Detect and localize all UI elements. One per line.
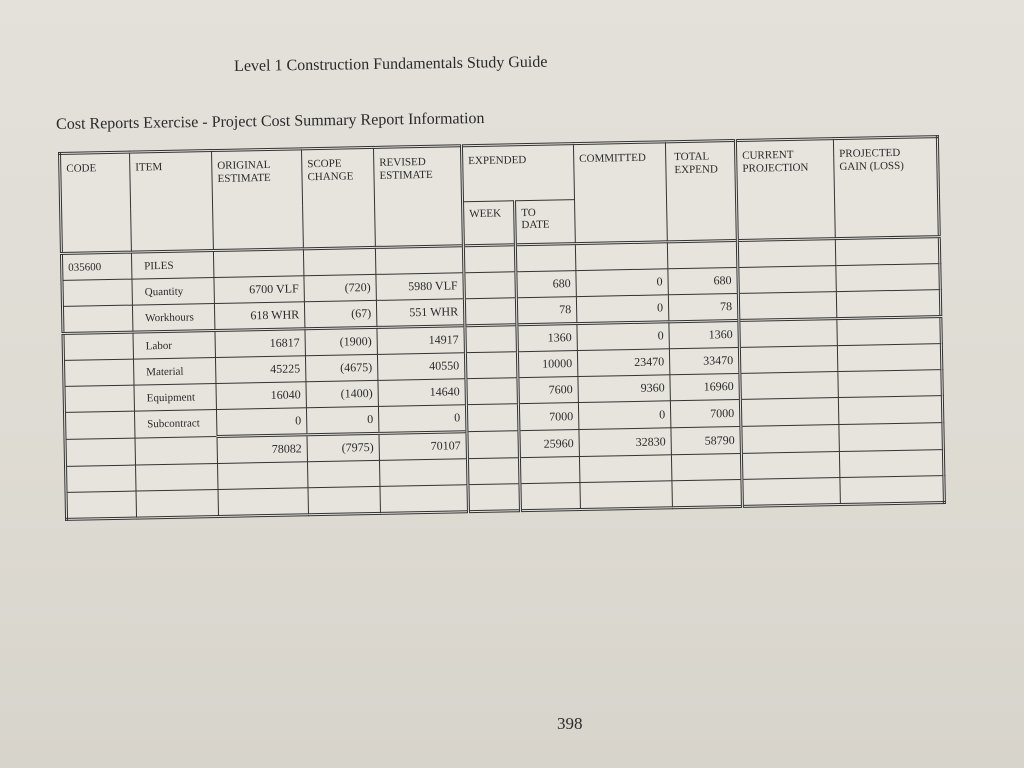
table-cell	[213, 249, 304, 278]
table-cell	[463, 245, 516, 273]
table-cell	[738, 292, 837, 321]
table-cell	[667, 240, 738, 268]
table-cell	[63, 332, 134, 360]
cost-summary-report	[58, 135, 946, 521]
table-cell	[303, 247, 376, 275]
row-to-date: 7600	[518, 377, 578, 404]
row-item: Subcontract	[134, 410, 217, 439]
col-header-code: CODE	[60, 152, 132, 253]
row-to-date: 7000	[518, 403, 579, 431]
row-original-estimate: 16817	[215, 329, 306, 358]
table-cell	[671, 453, 741, 480]
row-item: Labor	[133, 331, 216, 360]
table-cell	[136, 489, 219, 518]
row-to-date: 1360	[517, 324, 578, 352]
table-cell	[308, 486, 381, 514]
total-scope-change: (7975)	[307, 433, 380, 461]
row-total-expend: 7000	[670, 399, 741, 427]
row-to-date: 78	[516, 297, 577, 325]
table-cell	[837, 344, 941, 372]
row-revised-estimate: 40550	[377, 353, 465, 381]
row-original-estimate: 618 WHR	[214, 302, 305, 331]
col-header-week: WEEK	[463, 201, 516, 246]
col-header-to-date	[515, 200, 576, 245]
table-cell	[672, 479, 743, 507]
row-item: Workhours	[132, 304, 215, 333]
row-week	[464, 298, 517, 326]
table-cell	[65, 438, 136, 466]
row-week	[465, 325, 518, 353]
table-cell	[739, 346, 837, 374]
table-cell	[737, 239, 836, 268]
to-date-label: TO DATE	[521, 206, 550, 232]
table-cell	[836, 264, 940, 292]
row-committed: 23470	[577, 349, 669, 377]
table-cell	[837, 317, 941, 346]
row-scope-change: (4675)	[305, 354, 377, 381]
total-to-date: 25960	[519, 430, 580, 458]
row-committed: 0	[576, 269, 668, 297]
table-cell	[62, 279, 132, 306]
table-cell	[741, 452, 839, 480]
table-cell	[740, 398, 839, 427]
row-revised-estimate: 0	[378, 405, 467, 434]
row-total-expend: 680	[668, 267, 738, 294]
table-cell	[520, 483, 581, 511]
table-cell	[380, 485, 469, 514]
table-cell	[468, 484, 521, 512]
row-week	[465, 352, 517, 379]
exercise-title: Cost Reports Exercise - Project Cost Summary Report Information	[56, 110, 485, 133]
row-scope-change: (720)	[304, 274, 376, 301]
table-cell	[840, 476, 944, 505]
total-original-estimate: 78082	[217, 435, 308, 464]
col-header-scope-change	[301, 147, 375, 248]
row-committed: 9360	[578, 375, 670, 403]
row-committed: 0	[577, 322, 670, 351]
col-header-total-expend	[665, 140, 737, 241]
row-scope-change: 0	[306, 406, 379, 434]
col-header-projected-gain-loss	[833, 137, 939, 239]
table-cell	[740, 372, 838, 400]
table-cell	[379, 459, 467, 487]
col-header-item: ITEM	[130, 151, 214, 253]
table-cell	[65, 411, 136, 439]
table-cell	[742, 478, 841, 507]
total-expend-label: TOTAL EXPEND	[674, 150, 718, 177]
row-original-estimate: 45225	[215, 356, 305, 384]
row-committed: 0	[578, 401, 671, 430]
row-total-expend: 1360	[669, 320, 740, 348]
table-cell	[741, 425, 840, 454]
guide-title: Level 1 Construction Fundamentals Study Guide	[234, 53, 548, 75]
revised-estimate-label: REVISED ESTIMATE	[379, 155, 433, 182]
table-cell	[838, 370, 942, 398]
row-scope-change: (1900)	[305, 327, 378, 355]
table-cell	[839, 450, 943, 478]
table-cell	[579, 455, 671, 483]
table-cell	[839, 423, 943, 452]
row-total-expend: 33470	[669, 347, 739, 374]
table-cell	[64, 385, 134, 412]
table-cell	[739, 319, 838, 348]
table-cell	[307, 460, 379, 487]
row-revised-estimate: 5980 VLF	[376, 273, 464, 301]
col-header-current-projection	[735, 139, 835, 241]
row-committed: 0	[576, 295, 669, 324]
table-cell	[580, 481, 673, 510]
table-cell	[467, 431, 520, 459]
row-total-expend: 16960	[670, 373, 740, 400]
projected-gain-loss-label: PROJECTED GAIN (LOSS)	[839, 146, 905, 174]
original-estimate-label: ORIGINAL ESTIMATE	[217, 158, 271, 185]
current-projection-label: CURRENT PROJECTION	[742, 148, 809, 175]
row-week	[464, 272, 516, 299]
page-number: 398	[557, 714, 583, 733]
total-revised-estimate: 70107	[379, 432, 468, 461]
row-week	[466, 378, 518, 405]
header-row	[60, 137, 939, 210]
row-item: Equipment	[134, 384, 216, 412]
table-cell	[836, 290, 940, 319]
table-cell	[218, 488, 309, 517]
scope-change-label: SCOPE CHANGE	[307, 157, 354, 184]
total-committed: 32830	[579, 428, 672, 457]
group-item: PILES	[131, 251, 214, 280]
table-cell	[218, 462, 308, 490]
row-item: Material	[133, 358, 215, 386]
row-revised-estimate: 14640	[378, 379, 466, 407]
table-cell	[738, 266, 836, 294]
table-cell	[835, 237, 939, 266]
row-revised-estimate: 14917	[377, 326, 466, 355]
table-cell	[519, 457, 579, 484]
row-scope-change: (67)	[304, 300, 377, 328]
col-header-original-estimate	[212, 149, 304, 251]
table-cell	[467, 458, 519, 485]
table-cell	[66, 491, 137, 519]
row-revised-estimate: 551 WHR	[376, 299, 465, 328]
table-cell	[66, 465, 136, 492]
table-cell	[515, 244, 576, 272]
row-item: Quantity	[132, 278, 214, 306]
table-cell	[64, 359, 134, 386]
col-header-committed: COMMITTED	[573, 142, 667, 244]
table-cell	[375, 246, 464, 275]
row-total-expend: 78	[668, 293, 739, 321]
cost-summary-table	[58, 135, 946, 521]
total-total-expend: 58790	[671, 426, 742, 454]
col-header-expended: EXPENDED	[461, 144, 574, 202]
table-cell	[62, 305, 133, 333]
row-to-date: 10000	[517, 351, 577, 378]
row-original-estimate: 0	[216, 408, 307, 437]
row-week	[466, 404, 519, 432]
group-code: 035600	[61, 252, 132, 280]
row-original-estimate: 16040	[216, 382, 306, 410]
row-original-estimate: 6700 VLF	[214, 276, 304, 304]
table-cell	[838, 396, 942, 425]
row-scope-change: (1400)	[306, 380, 378, 407]
table-cell	[575, 242, 668, 271]
table-cell	[135, 437, 218, 466]
row-to-date: 680	[516, 271, 576, 298]
col-header-revised-estimate	[373, 146, 463, 248]
table-cell	[136, 463, 218, 491]
